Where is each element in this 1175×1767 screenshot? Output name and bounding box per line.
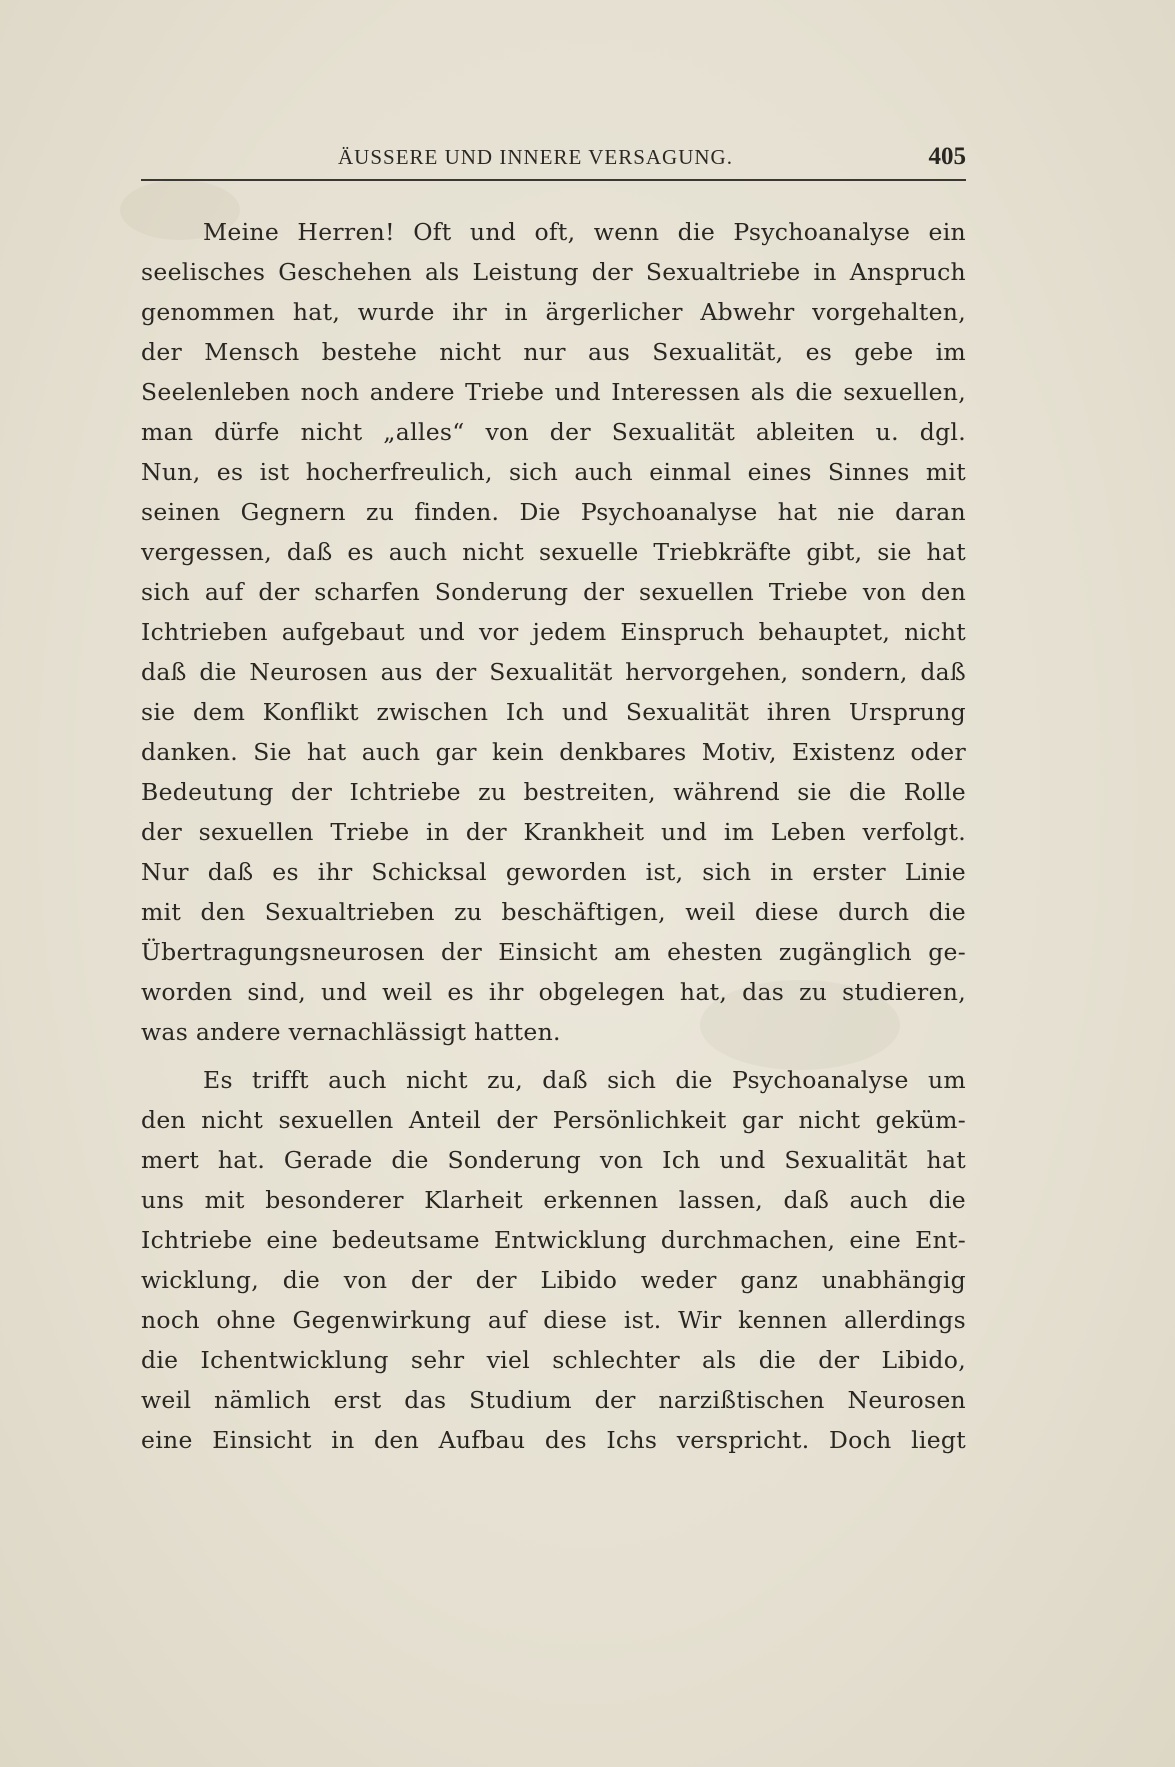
- page-number: 405: [928, 143, 966, 170]
- text-line: Bedeutung der Ichtriebe zu bestreiten, während sie die Rolle: [141, 778, 966, 806]
- text-line: was andere vernachlässigt hatten.: [141, 1018, 561, 1046]
- text-line: eine Einsicht in den Aufbau des Ichs verspricht. Doch liegt: [141, 1426, 966, 1454]
- text-line: die Ichentwicklung sehr viel schlechter als die der Libido,: [141, 1346, 966, 1374]
- text-line: man dürfe nicht „alles“ von der Sexualität ableiten u. dgl.: [141, 418, 966, 446]
- text-line: worden sind, und weil es ihr obgelegen hat, das zu studieren,: [141, 978, 966, 1006]
- text-line: der sexuellen Triebe in der Krankheit und im Leben verfolgt.: [141, 818, 966, 846]
- text-line: vergessen, daß es auch nicht sexuelle Triebkräfte gibt, sie hat: [141, 538, 966, 566]
- text-line: sie dem Konflikt zwischen Ich und Sexualität ihren Ursprung: [141, 698, 966, 726]
- paragraph-1: [141, 212, 966, 1052]
- text-line: den nicht sexuellen Anteil der Persönlichkeit gar nicht geküm-: [141, 1106, 966, 1134]
- text-line: uns mit besonderer Klarheit erkennen lassen, daß auch die: [141, 1186, 966, 1214]
- page-header: [141, 143, 966, 181]
- text-line: mert hat. Gerade die Sonderung von Ich und Sexualität hat: [141, 1146, 966, 1174]
- text-line: der Mensch bestehe nicht nur aus Sexualität, es gebe im: [141, 338, 966, 366]
- running-head: ÄUSSERE UND INNERE VERSAGUNG.: [338, 145, 733, 169]
- text-line: Nur daß es ihr Schicksal geworden ist, sich in erster Linie: [141, 858, 966, 886]
- paragraph-gap: [141, 1052, 966, 1060]
- text-line: Ichtrieben aufgebaut und vor jedem Einspruch behauptet, nicht: [141, 618, 966, 646]
- text-line: Ichtriebe eine bedeutsame Entwicklung durchmachen, eine Ent-: [141, 1226, 966, 1254]
- text-line: genommen hat, wurde ihr in ärgerlicher Abwehr vorgehalten,: [141, 298, 966, 326]
- text-line: noch ohne Gegenwirkung auf diese ist. Wir kennen allerdings: [141, 1306, 966, 1334]
- paragraph-2: [141, 1060, 966, 1460]
- text-line: wicklung, die von der der Libido weder ganz unabhängig: [141, 1266, 966, 1294]
- text-line: seelisches Geschehen als Leistung der Sexualtriebe in Anspruch: [141, 258, 966, 286]
- body-text: [141, 212, 966, 1460]
- text-line: Meine Herren! Oft und oft, wenn die Psychoanalyse ein: [203, 218, 966, 246]
- text-line: Nun, es ist hocherfreulich, sich auch einmal eines Sinnes mit: [141, 458, 966, 486]
- text-line: Es trifft auch nicht zu, daß sich die Psychoanalyse um: [203, 1066, 966, 1094]
- text-line: seinen Gegnern zu finden. Die Psychoanalyse hat nie daran: [141, 498, 966, 526]
- text-line: danken. Sie hat auch gar kein denkbares Motiv, Existenz oder: [141, 738, 966, 766]
- text-line: mit den Sexualtrieben zu beschäftigen, weil diese durch die: [141, 898, 966, 926]
- text-line: weil nämlich erst das Studium der narzißtischen Neurosen: [141, 1386, 966, 1414]
- text-line: Seelenleben noch andere Triebe und Interessen als die sexuellen,: [141, 378, 966, 406]
- text-line: Übertragungsneurosen der Einsicht am ehesten zugänglich ge-: [141, 938, 966, 966]
- text-line: sich auf der scharfen Sonderung der sexuellen Triebe von den: [141, 578, 966, 606]
- text-line: daß die Neurosen aus der Sexualität hervorgehen, sondern, daß: [141, 658, 966, 686]
